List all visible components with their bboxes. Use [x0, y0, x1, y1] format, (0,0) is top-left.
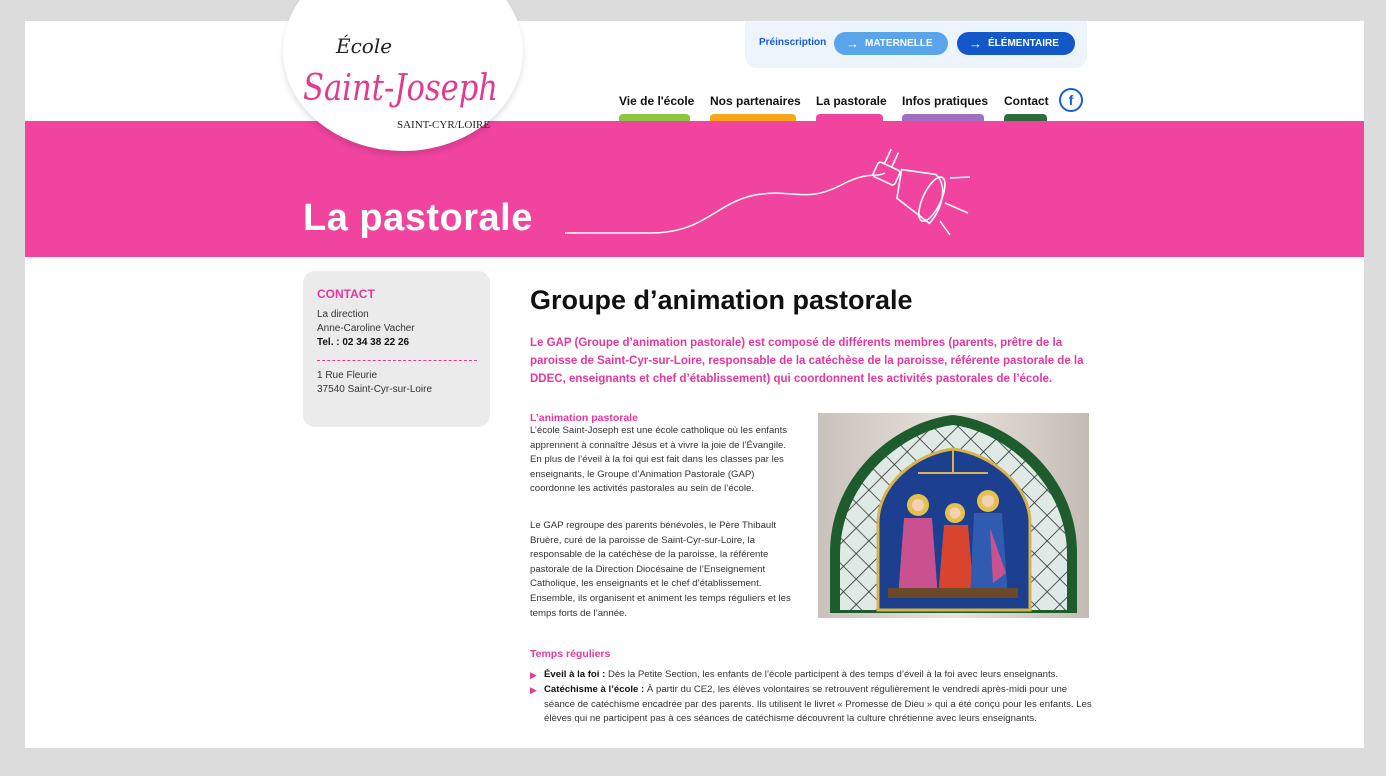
page-title: Groupe d’animation pastorale [530, 285, 913, 315]
contact-address-city: 37540 Saint-Cyr-sur-Loire [317, 384, 433, 395]
contact-address-street: 1 Rue Fleurie [317, 370, 378, 381]
nav-underline [902, 114, 984, 121]
svg-text:SAINT-CYR/LOIRE: SAINT-CYR/LOIRE [397, 119, 491, 131]
svg-text:École: École [336, 34, 393, 58]
contact-card [303, 271, 490, 427]
page [25, 21, 1364, 748]
preinscription-label: Préinscription [759, 37, 827, 48]
maternelle-button[interactable]: → MATERNELLE [834, 32, 948, 55]
bell-icon [555, 133, 975, 243]
school-logo[interactable] [303, 25, 503, 135]
contact-name: Anne-Caroline Vacher [317, 323, 415, 334]
nav-item-partenaires[interactable]: Nos partenaires [710, 94, 801, 108]
section-title-animation: L’animation pastorale [530, 412, 638, 424]
nav-underline [816, 114, 883, 121]
intro-text: Le GAP (Groupe d’animation pastorale) est composé de différents membres (parents, prêtre de la paroisse de Saint-Cyr-sur-Loire, responsable de la catéchèse de la paroisse, référente pastorale de la DDEC, enseignants et chef d’établissement) qui coordonnent les activités pastorales de l’école. [530, 337, 1084, 385]
paragraph-animation: L’école Saint-Joseph est une école catholique où les enfants apprennent à connaître Jésus et à vivre la joie de l’Évangile. En plus de l’éveil à la foi qui est fait dans les classes par les enseignants, le Groupe d’Animation Pastorale (GAP) coordonne les activités pastorales au sein de l’école. [530, 425, 788, 495]
elementaire-button[interactable]: → ÉLÉMENTAIRE [957, 32, 1075, 55]
arrow-right-icon: → [846, 36, 859, 51]
svg-text:Saint-Joseph: Saint-Joseph [303, 68, 498, 109]
contact-phone[interactable]: Tel. : 02 34 38 22 26 [317, 337, 410, 348]
contact-role: La direction [317, 309, 369, 320]
nav-item-pastorale[interactable]: La pastorale [816, 94, 887, 108]
list-item: ▶ Catéchisme à l’école : À partir du CE2, les élèves volontaires se retrouvent régulièrement le vendredi après-midi pour une séance de catéchisme encadrée par des parents. Ils utilisent le livret « Promesse de Dieu » qui a été conçu pour les enfants. Les élèves qui ne participent pas à ces séances de catéchisme découvrent la culture chrétienne avec leurs enseignants. [530, 684, 1092, 725]
divider [317, 360, 477, 361]
nav-underline [1004, 114, 1047, 121]
nav-underline [619, 114, 690, 121]
nav-item-infos[interactable]: Infos pratiques [902, 94, 989, 108]
triangle-bullet-icon: ▶ [530, 670, 537, 680]
banner-title: La pastorale [303, 197, 533, 239]
stained-glass-image [818, 413, 1089, 618]
temps-list [530, 668, 1095, 728]
facebook-icon[interactable]: f [1059, 88, 1083, 112]
contact-title: CONTACT [317, 287, 375, 301]
list-item: ▶ Éveil à la foi : Dès la Petite Section, les enfants de l’école participent à des temps d’éveil à la foi avec leurs enseignants. [530, 668, 1095, 682]
nav-item-vie-ecole[interactable]: Vie de l'école [619, 94, 695, 108]
section-title-temps: Temps réguliers [530, 648, 611, 660]
paragraph-gap: Le GAP regroupe des parents bénévoles, le Père Thibault Bruère, curé de la paroisse de Saint-Cyr-sur-Loire, la responsable de la catéchèse de la paroisse, la référente pastorale de la Direction Diocésaine de l’Enseignement Catholique, les enseignants et le chef d’établissement. Ensemble, ils organisent et animent les temps réguliers et les temps forts de l’année. [530, 520, 791, 619]
triangle-bullet-icon: ▶ [530, 685, 537, 696]
arrow-right-icon: → [969, 36, 982, 51]
nav-underline [710, 114, 796, 121]
nav-item-contact[interactable]: Contact [1004, 94, 1049, 108]
page-banner [25, 121, 1364, 257]
